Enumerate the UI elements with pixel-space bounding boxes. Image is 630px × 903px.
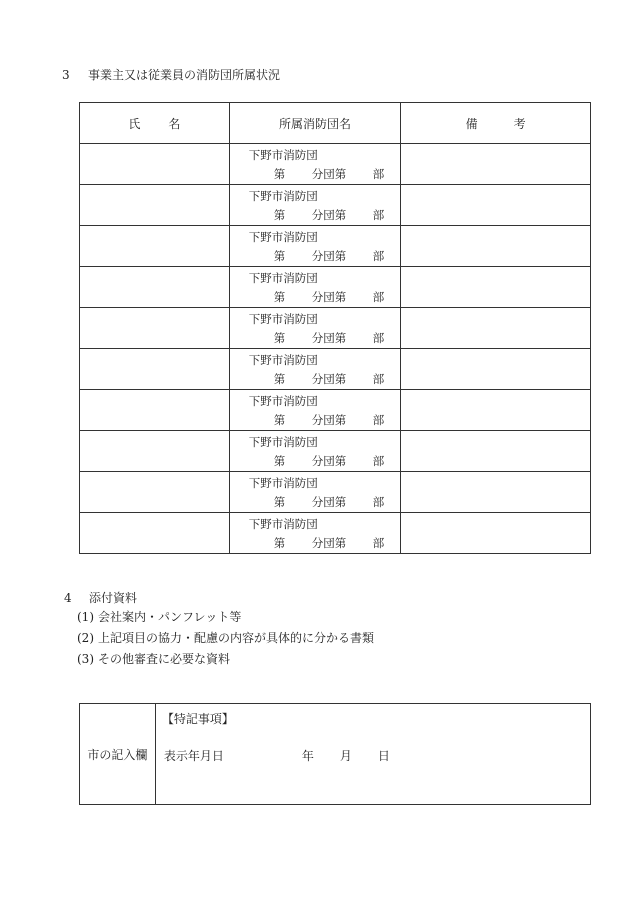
name-cell[interactable] — [80, 308, 230, 349]
remarks-cell[interactable] — [401, 472, 591, 513]
fire-brigade-table — [79, 102, 591, 554]
brigade-bundan: 分団第 — [311, 413, 347, 427]
city-entry-label: 市の記入欄 — [80, 704, 156, 805]
name-cell[interactable] — [80, 226, 230, 267]
brigade-dai: 第 — [273, 290, 286, 304]
brigade-name: 下野市消防団 — [248, 148, 318, 162]
brigade-cell[interactable] — [229, 185, 401, 226]
attachment-text: 会社案内・パンフレット等 — [98, 610, 242, 624]
header-name-char-2: 名 — [168, 116, 181, 131]
name-cell[interactable] — [80, 390, 230, 431]
table-row — [80, 513, 591, 554]
remarks-cell[interactable] — [401, 308, 591, 349]
table-row — [80, 226, 591, 267]
brigade-name: 下野市消防団 — [248, 476, 318, 490]
name-cell[interactable] — [80, 349, 230, 390]
brigade-bu: 部 — [372, 536, 385, 550]
brigade-bundan: 分団第 — [311, 208, 347, 222]
attachment-marker: (1) — [77, 610, 94, 624]
section-3-heading — [62, 66, 280, 83]
brigade-dai: 第 — [273, 536, 286, 550]
brigade-bundan: 分団第 — [311, 454, 347, 468]
brigade-dai: 第 — [273, 167, 286, 181]
name-cell[interactable] — [80, 431, 230, 472]
brigade-bundan: 分団第 — [311, 495, 347, 509]
brigade-bu: 部 — [372, 290, 385, 304]
table-header-row — [80, 103, 591, 144]
attachment-item — [77, 650, 230, 667]
brigade-cell[interactable] — [229, 226, 401, 267]
brigade-dai: 第 — [273, 495, 286, 509]
attachment-item — [77, 629, 374, 646]
remarks-cell[interactable] — [401, 390, 591, 431]
brigade-bundan: 分団第 — [311, 167, 347, 181]
brigade-cell[interactable] — [229, 472, 401, 513]
brigade-cell[interactable] — [229, 431, 401, 472]
attachment-marker: (3) — [77, 652, 94, 666]
brigade-cell[interactable] — [229, 144, 401, 185]
display-date-label: 表示年月日 — [163, 749, 224, 763]
section-3-title: 事業主又は従業員の消防団所属状況 — [88, 68, 281, 82]
remarks-cell[interactable] — [401, 185, 591, 226]
brigade-name: 下野市消防団 — [248, 517, 318, 531]
section-4-title: 添付資料 — [89, 591, 138, 605]
header-remarks — [401, 103, 591, 144]
brigade-bundan: 分団第 — [311, 536, 347, 550]
name-cell[interactable] — [80, 267, 230, 308]
brigade-bundan: 分団第 — [311, 249, 347, 263]
name-cell[interactable] — [80, 513, 230, 554]
remarks-cell[interactable] — [401, 513, 591, 554]
header-name-char-1: 氏 — [128, 116, 141, 131]
brigade-dai: 第 — [273, 249, 286, 263]
remarks-cell[interactable] — [401, 349, 591, 390]
brigade-bu: 部 — [372, 208, 385, 222]
brigade-name: 下野市消防団 — [248, 230, 318, 244]
year-label: 年 — [301, 749, 314, 763]
brigade-dai: 第 — [273, 454, 286, 468]
section-3-number: 3 — [62, 68, 70, 82]
attachment-text: その他審査に必要な資料 — [98, 652, 231, 666]
brigade-name: 下野市消防団 — [248, 394, 318, 408]
section-4-number: 4 — [64, 591, 72, 605]
brigade-name: 下野市消防団 — [248, 435, 318, 449]
attachment-item — [77, 608, 241, 625]
name-cell[interactable] — [80, 472, 230, 513]
brigade-bundan: 分団第 — [311, 331, 347, 345]
brigade-name: 下野市消防団 — [248, 312, 318, 326]
brigade-dai: 第 — [273, 372, 286, 386]
remarks-cell[interactable] — [401, 226, 591, 267]
month-label: 月 — [339, 749, 352, 763]
brigade-cell[interactable] — [229, 308, 401, 349]
brigade-bu: 部 — [372, 495, 385, 509]
attachment-text: 上記項目の協力・配慮の内容が具体的に分かる書類 — [98, 631, 375, 645]
table-row — [80, 390, 591, 431]
remarks-cell[interactable] — [401, 267, 591, 308]
table-row — [80, 431, 591, 472]
name-cell[interactable] — [80, 144, 230, 185]
table-row — [80, 267, 591, 308]
brigade-bu: 部 — [372, 372, 385, 386]
brigade-name: 下野市消防団 — [248, 353, 318, 367]
remarks-cell[interactable] — [401, 431, 591, 472]
header-name — [80, 103, 230, 144]
header-remarks-char-2: 考 — [513, 116, 526, 131]
header-remarks-char-1: 備 — [465, 116, 478, 131]
city-entry-box — [79, 703, 591, 805]
brigade-cell[interactable] — [229, 349, 401, 390]
header-brigade: 所属消防団名 — [229, 103, 401, 144]
brigade-cell[interactable] — [229, 390, 401, 431]
section-4-heading — [64, 589, 137, 606]
brigade-bu: 部 — [372, 454, 385, 468]
table-row — [80, 308, 591, 349]
brigade-bu: 部 — [372, 331, 385, 345]
table-row — [80, 472, 591, 513]
day-label: 日 — [377, 749, 390, 763]
brigade-cell[interactable] — [229, 267, 401, 308]
brigade-dai: 第 — [273, 208, 286, 222]
brigade-cell[interactable] — [229, 513, 401, 554]
brigade-dai: 第 — [273, 413, 286, 427]
name-cell[interactable] — [80, 185, 230, 226]
brigade-dai: 第 — [273, 331, 286, 345]
brigade-bu: 部 — [372, 413, 385, 427]
brigade-bundan: 分団第 — [311, 290, 347, 304]
remarks-cell[interactable] — [401, 144, 591, 185]
attachment-marker: (2) — [77, 631, 94, 645]
city-entry-field[interactable] — [155, 704, 590, 805]
brigade-bundan: 分団第 — [311, 372, 347, 386]
brigade-bu: 部 — [372, 167, 385, 181]
special-notes-title: 【特記事項】 — [161, 712, 234, 726]
brigade-bu: 部 — [372, 249, 385, 263]
brigade-name: 下野市消防団 — [248, 189, 318, 203]
table-row — [80, 349, 591, 390]
table-row — [80, 144, 591, 185]
brigade-name: 下野市消防団 — [248, 271, 318, 285]
table-row — [80, 185, 591, 226]
